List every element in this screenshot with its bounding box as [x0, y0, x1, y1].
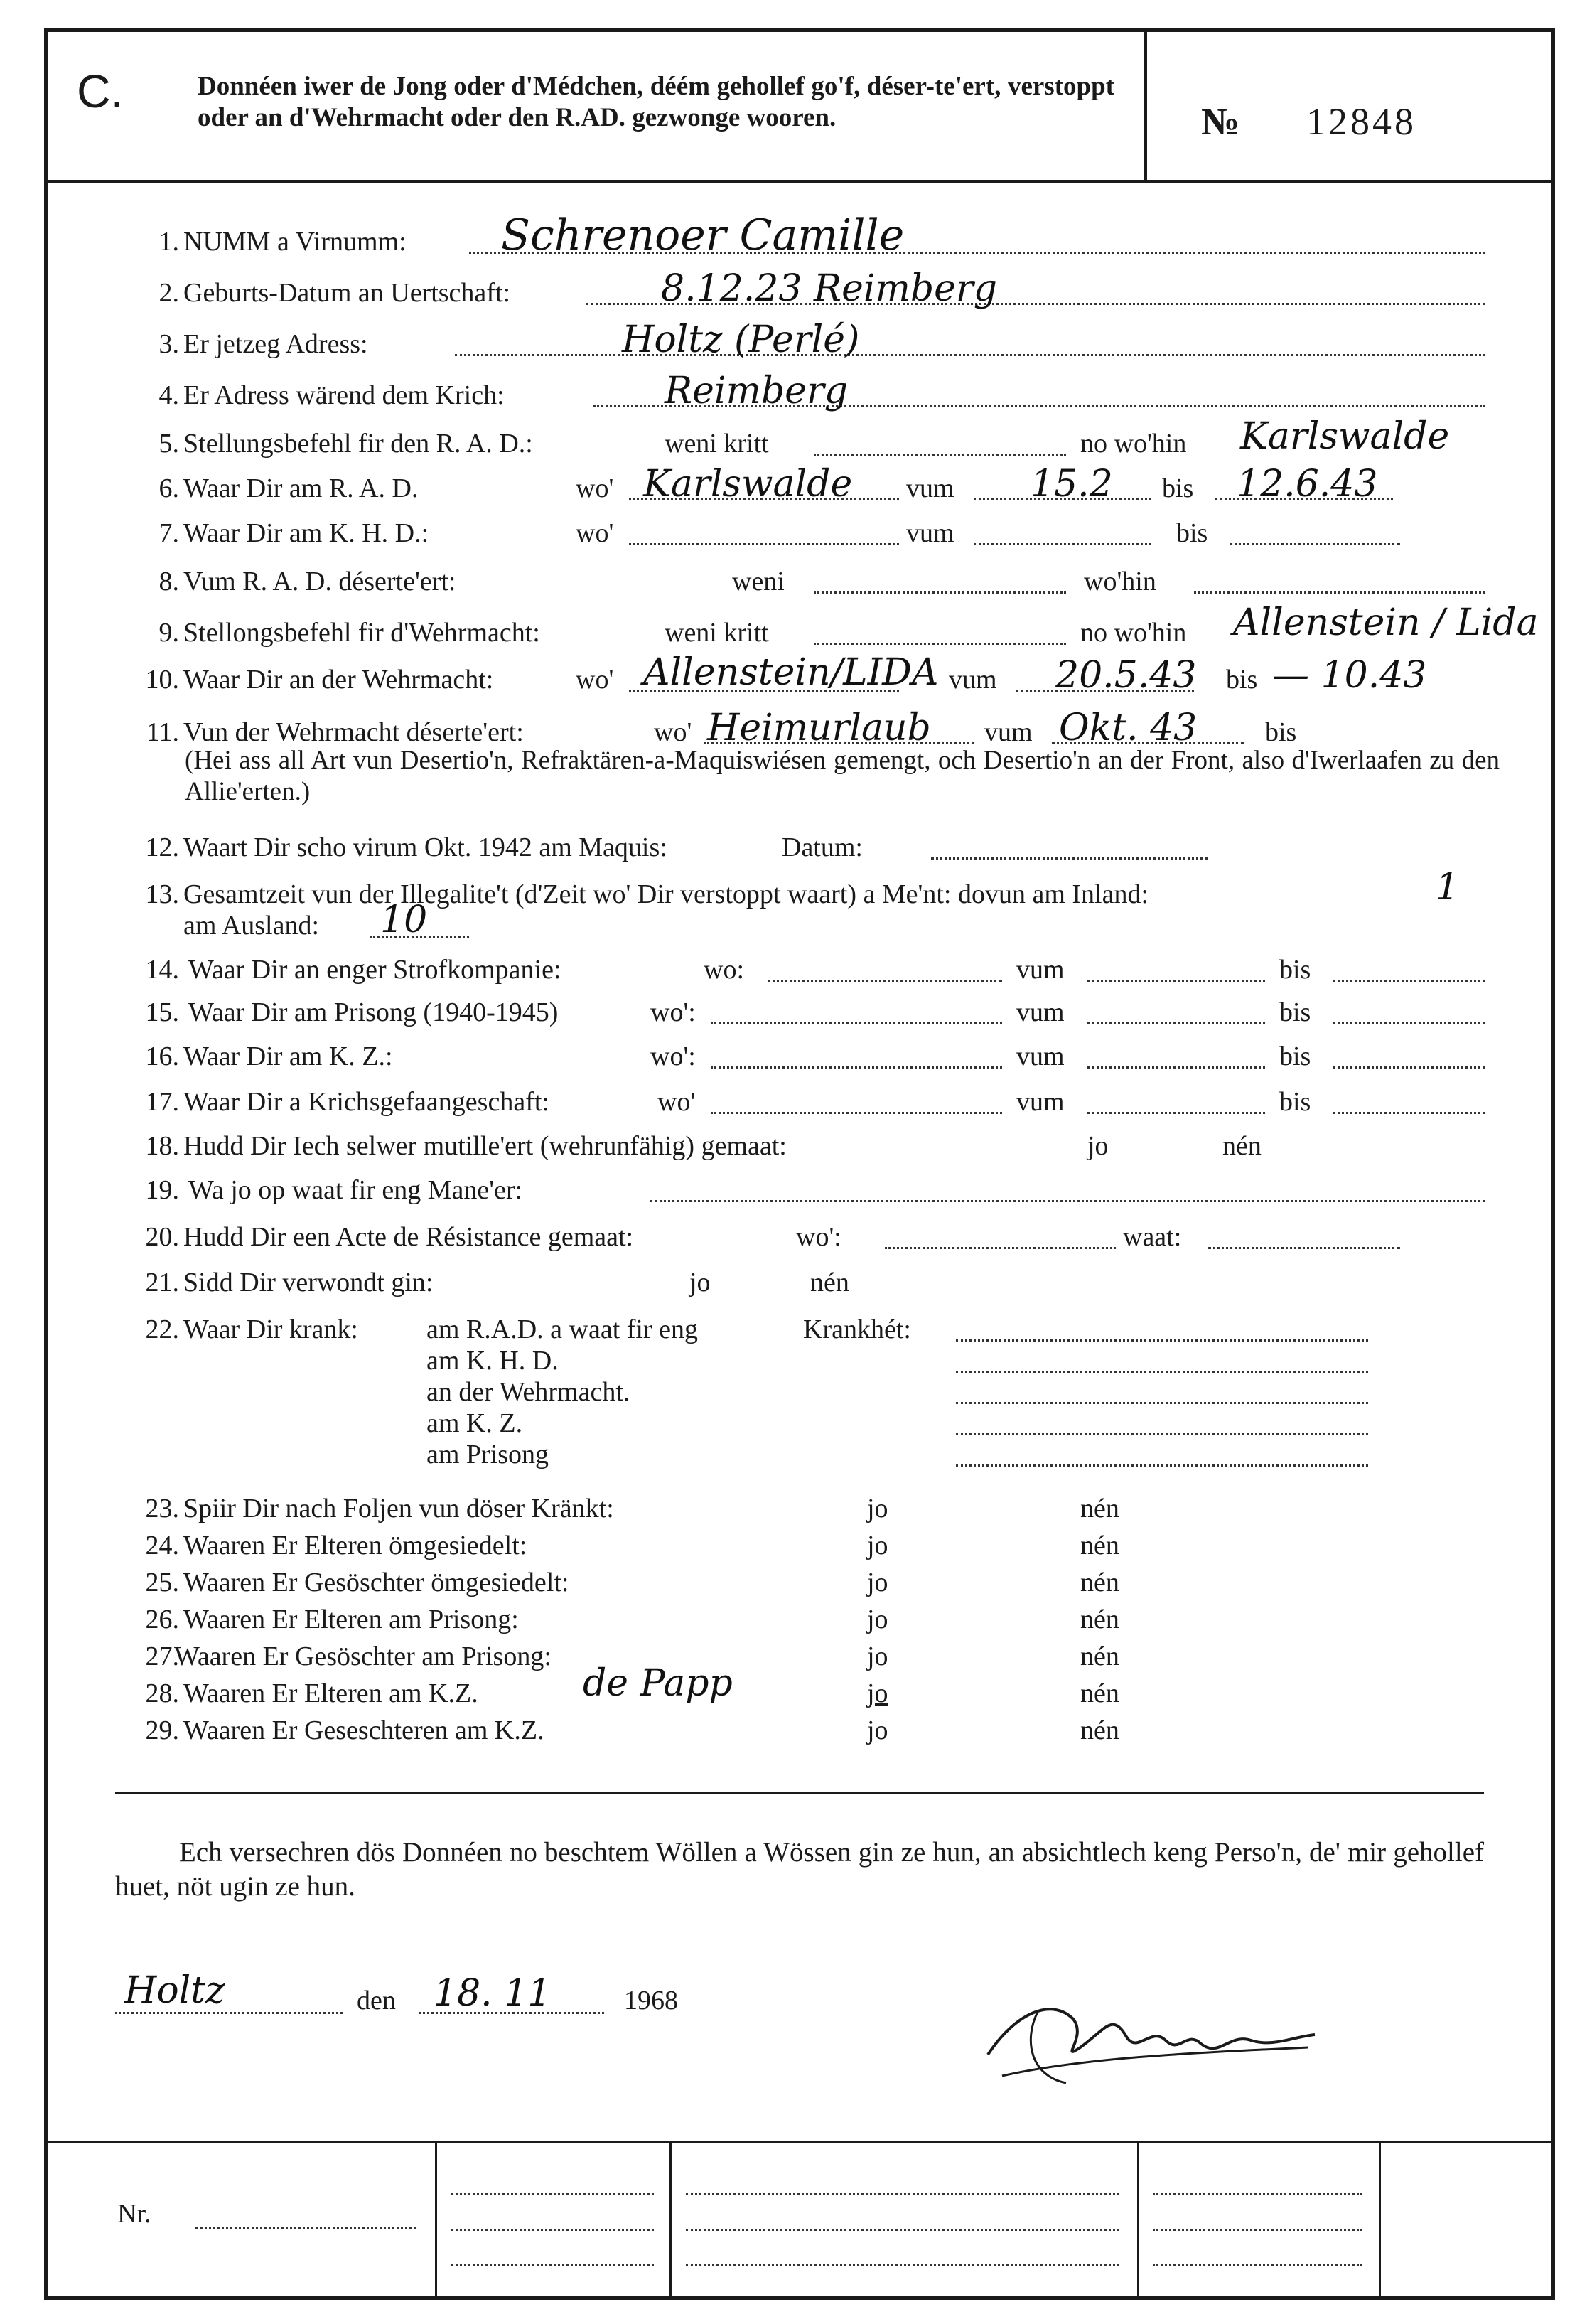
- fill-line: [1230, 543, 1400, 545]
- field-label: Vun der Wehrmacht déserte'ert:: [183, 717, 524, 747]
- field-label: Waaren Er Elteren ömgesiedelt:: [183, 1531, 527, 1560]
- row-20: [0, 1221, 1592, 1261]
- field-label: Er jetzeg Adress:: [183, 329, 368, 359]
- field-label-3: no wo'hin: [1080, 429, 1187, 459]
- no-option[interactable]: nén: [1080, 1715, 1119, 1745]
- footer-cell-line: [1153, 2193, 1362, 2195]
- wehrmacht-to-value[interactable]: — 10.43: [1272, 654, 1427, 697]
- field-label-2: wo':: [650, 1041, 696, 1071]
- section-rule: [115, 1792, 1484, 1794]
- row-number: 8.: [158, 567, 179, 596]
- row-21: [0, 1267, 1592, 1307]
- no-option[interactable]: nén: [1080, 1568, 1119, 1597]
- field-label: Stellungsbefehl fir den R. A. D.:: [183, 429, 533, 459]
- den-label: den: [357, 1986, 396, 2015]
- field-label-2: am R.A.D. a waat fir eng: [426, 1314, 698, 1344]
- row-number: 26.: [145, 1605, 179, 1634]
- footer-cell-line: [451, 2229, 654, 2231]
- fill-line: [195, 2227, 416, 2229]
- row-number: 18.: [145, 1131, 179, 1161]
- field-label-3: vum: [1016, 955, 1065, 985]
- field-label-2: wo':: [650, 997, 696, 1027]
- fill-line: [931, 857, 1208, 860]
- section-title: Donnéen iwer de Jong oder d'Médchen, déém gehollef go'f, déser-te'ert, verstoppt oder an d'Wehrmacht oder den R.AD. gezwonge wooren.: [198, 72, 1114, 132]
- row-number: 7.: [158, 518, 179, 548]
- fill-line: [1087, 1066, 1265, 1069]
- row-number: 20.: [145, 1222, 179, 1252]
- signing-line: [0, 1969, 1592, 2023]
- field-label: Waar Dir am Prisong (1940-1945): [188, 997, 559, 1027]
- yes-option[interactable]: jo: [867, 1531, 888, 1560]
- inland-months-value[interactable]: 1: [1436, 866, 1460, 909]
- field-label-4: bis: [1279, 1041, 1311, 1071]
- field-label-3: wo'hin: [1084, 567, 1156, 596]
- field-label: Waar Dir am R. A. D.: [183, 473, 419, 503]
- row-17: [0, 1086, 1592, 1126]
- desertion-where-value[interactable]: Heimurlaub: [707, 707, 931, 749]
- footer-divider: [435, 2142, 437, 2300]
- field-label-4: bis: [1162, 473, 1194, 503]
- fill-line: [956, 1371, 1368, 1373]
- fill-line: [814, 591, 1066, 594]
- footer-cell-line: [1153, 2229, 1362, 2231]
- desertion-from-value[interactable]: Okt. 43: [1059, 707, 1198, 749]
- field-label-2: wo': [657, 1087, 696, 1117]
- fill-line: [1087, 980, 1265, 982]
- row-number: 4.: [158, 380, 179, 410]
- row-number: 10.: [145, 665, 179, 695]
- field-label: Gesamtzeit vun der Illegalite't (d'Zeit wo' Dir verstoppt waart) a Me'nt: dovun am Inland:: [183, 879, 1149, 909]
- field-label-4: bis: [1279, 1087, 1311, 1117]
- no-option[interactable]: nén: [810, 1268, 849, 1297]
- row-24: [0, 1530, 1592, 1570]
- fill-line: [650, 1200, 1485, 1202]
- field-label: Wa jo op waat fir eng Mane'er:: [188, 1175, 523, 1205]
- field-label-2: wo':: [796, 1222, 841, 1252]
- birth-value[interactable]: 8.12.23 Reimberg: [661, 267, 998, 310]
- fill-line: [768, 980, 1002, 982]
- fill-line: [885, 1247, 1116, 1249]
- field-label: Waaren Er Elteren am K.Z.: [183, 1678, 478, 1708]
- field-label: Sidd Dir verwondt gin:: [183, 1268, 434, 1297]
- row-number: 15.: [145, 997, 179, 1027]
- row-12: [0, 832, 1592, 872]
- field-label-3: waat:: [1123, 1222, 1182, 1252]
- fill-line: [814, 643, 1066, 645]
- row-8: [0, 566, 1592, 606]
- footer-cell-line: [451, 2264, 654, 2266]
- field-label: Waaren Er Geseschteren am K.Z.: [183, 1715, 544, 1745]
- row-number: 13.: [145, 879, 179, 909]
- sub-label: am K. H. D.: [426, 1346, 559, 1376]
- row-number: 11.: [146, 717, 179, 747]
- signing-date-value[interactable]: 18. 11: [434, 1972, 552, 2015]
- field-label-3: vum: [906, 473, 954, 503]
- row-3: [0, 318, 1592, 368]
- field-label-4: bis: [1226, 665, 1258, 695]
- wehrmacht-from-value[interactable]: 20.5.43: [1055, 654, 1197, 697]
- footer-cell-line: [1153, 2264, 1362, 2266]
- footer-cell-line: [686, 2229, 1119, 2231]
- row-22-sub-4: [0, 1439, 1592, 1479]
- field-label: Waaren Er Gesöschter am Prisong:: [174, 1642, 552, 1671]
- name-value[interactable]: Schrenoer Camille: [501, 210, 905, 260]
- row-number: 17.: [145, 1087, 179, 1117]
- row-25: [0, 1567, 1592, 1607]
- field-label: Waaren Er Gesöschter ömgesiedelt:: [183, 1568, 569, 1597]
- footer-nr: [0, 2198, 1592, 2238]
- header-divider: [1144, 28, 1147, 181]
- row-number: 9.: [158, 618, 179, 648]
- signature-image: [974, 1969, 1329, 2104]
- field-label-3: vum: [1016, 997, 1065, 1027]
- field-label-3: vum: [1016, 1087, 1065, 1117]
- row-26: [0, 1604, 1592, 1644]
- row-number: 19.: [145, 1175, 179, 1205]
- field-label: NUMM a Virnumm:: [183, 227, 407, 257]
- field-label: Waar Dir a Krichsgefaangeschaft:: [183, 1087, 549, 1117]
- fill-line: [974, 543, 1151, 545]
- field-label-2: wo': [576, 473, 614, 503]
- field-label: Waar Dir an enger Strofkompanie:: [188, 955, 561, 985]
- yes-option[interactable]: jo: [867, 1494, 888, 1524]
- fill-line: [1333, 1066, 1485, 1069]
- row-number: 1.: [158, 227, 179, 257]
- field-label-3: no wo'hin: [1080, 618, 1187, 648]
- no-option[interactable]: nén: [1222, 1131, 1262, 1161]
- field-label-3: vum: [984, 717, 1033, 747]
- fill-line: [1087, 1022, 1265, 1024]
- fill-line: [956, 1339, 1368, 1342]
- row-number: 16.: [145, 1041, 179, 1071]
- yes-option[interactable]: jo: [867, 1568, 888, 1597]
- field-label-4: bis: [1279, 955, 1311, 985]
- row-number: 23.: [145, 1494, 179, 1524]
- row-13b: [0, 899, 1592, 950]
- row-number: 5.: [158, 429, 179, 459]
- field-label: Waar Dir am K. H. D.:: [183, 518, 429, 548]
- footer-rule: [44, 2141, 1555, 2143]
- fill-line: [956, 1464, 1368, 1467]
- field-label-2: weni: [732, 567, 785, 596]
- fill-line: [1208, 1247, 1400, 1249]
- row-19: [0, 1174, 1592, 1214]
- address-value[interactable]: Holtz (Perlé): [622, 318, 860, 361]
- field-label-2: wo': [576, 518, 614, 548]
- row-15: [0, 997, 1592, 1037]
- field-label: Waart Dir scho virum Okt. 1942 am Maquis:: [183, 832, 667, 862]
- field-label-4: bis: [1279, 997, 1311, 1027]
- fill-line: [1087, 1112, 1265, 1114]
- rad-from-value[interactable]: 15.2: [1031, 463, 1113, 505]
- row-5: [0, 415, 1592, 468]
- field-label-3: vum: [949, 665, 997, 695]
- footer-cell-line: [686, 2264, 1119, 2266]
- desertion-note: (Hei ass all Art vun Desertio'n, Refraktären-a-Maquiswiésen gemengt, och Desertio'n an der Front, also d'Iwerlaafen zu den Allie'erten.): [185, 746, 1500, 806]
- row-16: [0, 1041, 1592, 1081]
- row-28: [0, 1662, 1592, 1718]
- field-label-2: wo': [654, 717, 692, 747]
- header-rule: [44, 180, 1555, 183]
- abroad-months-value[interactable]: 10: [380, 899, 428, 941]
- row-number: 29.: [145, 1715, 179, 1745]
- signing-place-value[interactable]: Holtz: [124, 1969, 225, 2012]
- footer-divider: [1379, 2142, 1381, 2300]
- footer-cell-line: [451, 2193, 654, 2195]
- fill-line: [1333, 1112, 1485, 1114]
- fill-line: [956, 1433, 1368, 1435]
- fill-line: [1194, 591, 1485, 594]
- field-label-2: Datum:: [782, 832, 863, 862]
- yes-option[interactable]: jo: [867, 1715, 888, 1745]
- field-label: Stellongsbefehl fir d'Wehrmacht:: [183, 618, 540, 648]
- field-label: Waar Dir an der Wehrmacht:: [183, 665, 494, 695]
- footer-cell-line: [686, 2193, 1119, 2195]
- kz-parent-value[interactable]: de Papp: [583, 1662, 733, 1705]
- no-option[interactable]: nén: [1080, 1605, 1119, 1634]
- field-label-2: weni kritt: [665, 429, 769, 459]
- field-label: Spiir Dir nach Foljen vun döser Kränkt:: [183, 1494, 614, 1524]
- field-label-2: am Ausland:: [183, 911, 320, 941]
- no-option[interactable]: nén: [1080, 1642, 1119, 1671]
- field-label-2: wo:: [704, 955, 744, 985]
- sub-label: am K. Z.: [426, 1408, 523, 1438]
- row-number: 2.: [158, 278, 179, 308]
- wehrmacht-order-value[interactable]: Allenstein / Lida: [1233, 601, 1539, 644]
- number-symbol: №: [1201, 100, 1240, 143]
- field-label: Hudd Dir Iech selwer mutille'ert (wehrunfähig) gemaat:: [183, 1131, 787, 1161]
- yes-option[interactable]: jo: [689, 1268, 711, 1297]
- row-18: [0, 1130, 1592, 1170]
- row-29: [0, 1715, 1592, 1755]
- row-10: [0, 651, 1592, 704]
- sub-label: am Prisong: [426, 1440, 549, 1469]
- form-number: 12848: [1306, 100, 1416, 143]
- war-address-value[interactable]: Reimberg: [665, 370, 849, 412]
- field-label-4: bis: [1265, 717, 1297, 747]
- section-letter: C.: [77, 65, 124, 117]
- rad-where-value[interactable]: Karlswalde: [643, 463, 853, 505]
- row-number: 22.: [145, 1314, 179, 1344]
- row-number: 27.: [145, 1642, 179, 1671]
- row-27: [0, 1641, 1592, 1681]
- row-number: 12.: [145, 832, 179, 862]
- footer-divider: [1137, 2142, 1139, 2300]
- field-label: Waar Dir am K. Z.:: [183, 1041, 393, 1071]
- row-2: [0, 267, 1592, 317]
- rad-place-value[interactable]: Karlswalde: [1240, 415, 1450, 458]
- footer-divider: [669, 2142, 672, 2300]
- row-14: [0, 954, 1592, 994]
- row-number: 6.: [158, 473, 179, 503]
- field-label-3: Krankhét:: [803, 1314, 911, 1344]
- field-label: Hudd Dir een Acte de Résistance gemaat:: [183, 1222, 634, 1252]
- row-7: [0, 518, 1592, 557]
- field-label-3: vum: [906, 518, 954, 548]
- field-label-2: weni kritt: [665, 618, 769, 648]
- row-number: 25.: [145, 1568, 179, 1597]
- row-number: 14.: [145, 955, 179, 985]
- fill-line: [1333, 1022, 1485, 1024]
- fill-line: [711, 1022, 1002, 1024]
- yes-option[interactable]: jo: [867, 1642, 888, 1671]
- row-number: 28.: [145, 1678, 179, 1708]
- yes-option[interactable]: jo: [867, 1605, 888, 1634]
- no-option[interactable]: nén: [1080, 1678, 1119, 1708]
- row-number: 3.: [158, 329, 179, 359]
- row-23: [0, 1493, 1592, 1533]
- field-label-2: wo': [576, 665, 614, 695]
- fill-line: [711, 1112, 1002, 1114]
- fill-line: [1333, 980, 1485, 982]
- yes-option-selected[interactable]: jo: [867, 1678, 888, 1708]
- field-label-4: bis: [1176, 518, 1208, 548]
- fill-line: [455, 354, 1485, 356]
- nr-label: Nr.: [117, 2199, 151, 2229]
- yes-option[interactable]: jo: [1087, 1131, 1109, 1161]
- row-4: [0, 370, 1592, 419]
- field-label: Waaren Er Elteren am Prisong:: [183, 1605, 519, 1634]
- no-option[interactable]: nén: [1080, 1494, 1119, 1524]
- row-number: 24.: [145, 1531, 179, 1560]
- year-label: 1968: [624, 1986, 678, 2015]
- row-1: [0, 210, 1592, 266]
- fill-line: [814, 454, 1066, 456]
- row-6: [0, 463, 1592, 513]
- field-label: Er Adress wärend dem Krich:: [183, 380, 505, 410]
- rad-to-value[interactable]: 12.6.43: [1237, 463, 1378, 505]
- field-label: Waar Dir krank:: [183, 1314, 358, 1344]
- field-label: Vum R. A. D. déserte'ert:: [183, 567, 456, 596]
- fill-line: [629, 543, 899, 545]
- fill-line: [711, 1066, 1002, 1069]
- row-number: 21.: [145, 1268, 179, 1297]
- field-label: Geburts-Datum an Uertschaft:: [183, 278, 511, 308]
- no-option[interactable]: nén: [1080, 1531, 1119, 1560]
- wehrmacht-where-value[interactable]: Allenstein/LIDA: [643, 651, 939, 694]
- sub-label: an der Wehrmacht.: [426, 1377, 630, 1407]
- fill-line: [115, 2012, 343, 2014]
- fill-line: [956, 1402, 1368, 1404]
- declaration-text: Ech versechren dös Donnéen no beschtem Wöllen a Wössen gin ze hun, an absichtlech keng Perso'n, de' mir gehollef huet, nöt ugin ze hun.: [115, 1837, 1484, 1902]
- field-label-3: vum: [1016, 1041, 1065, 1071]
